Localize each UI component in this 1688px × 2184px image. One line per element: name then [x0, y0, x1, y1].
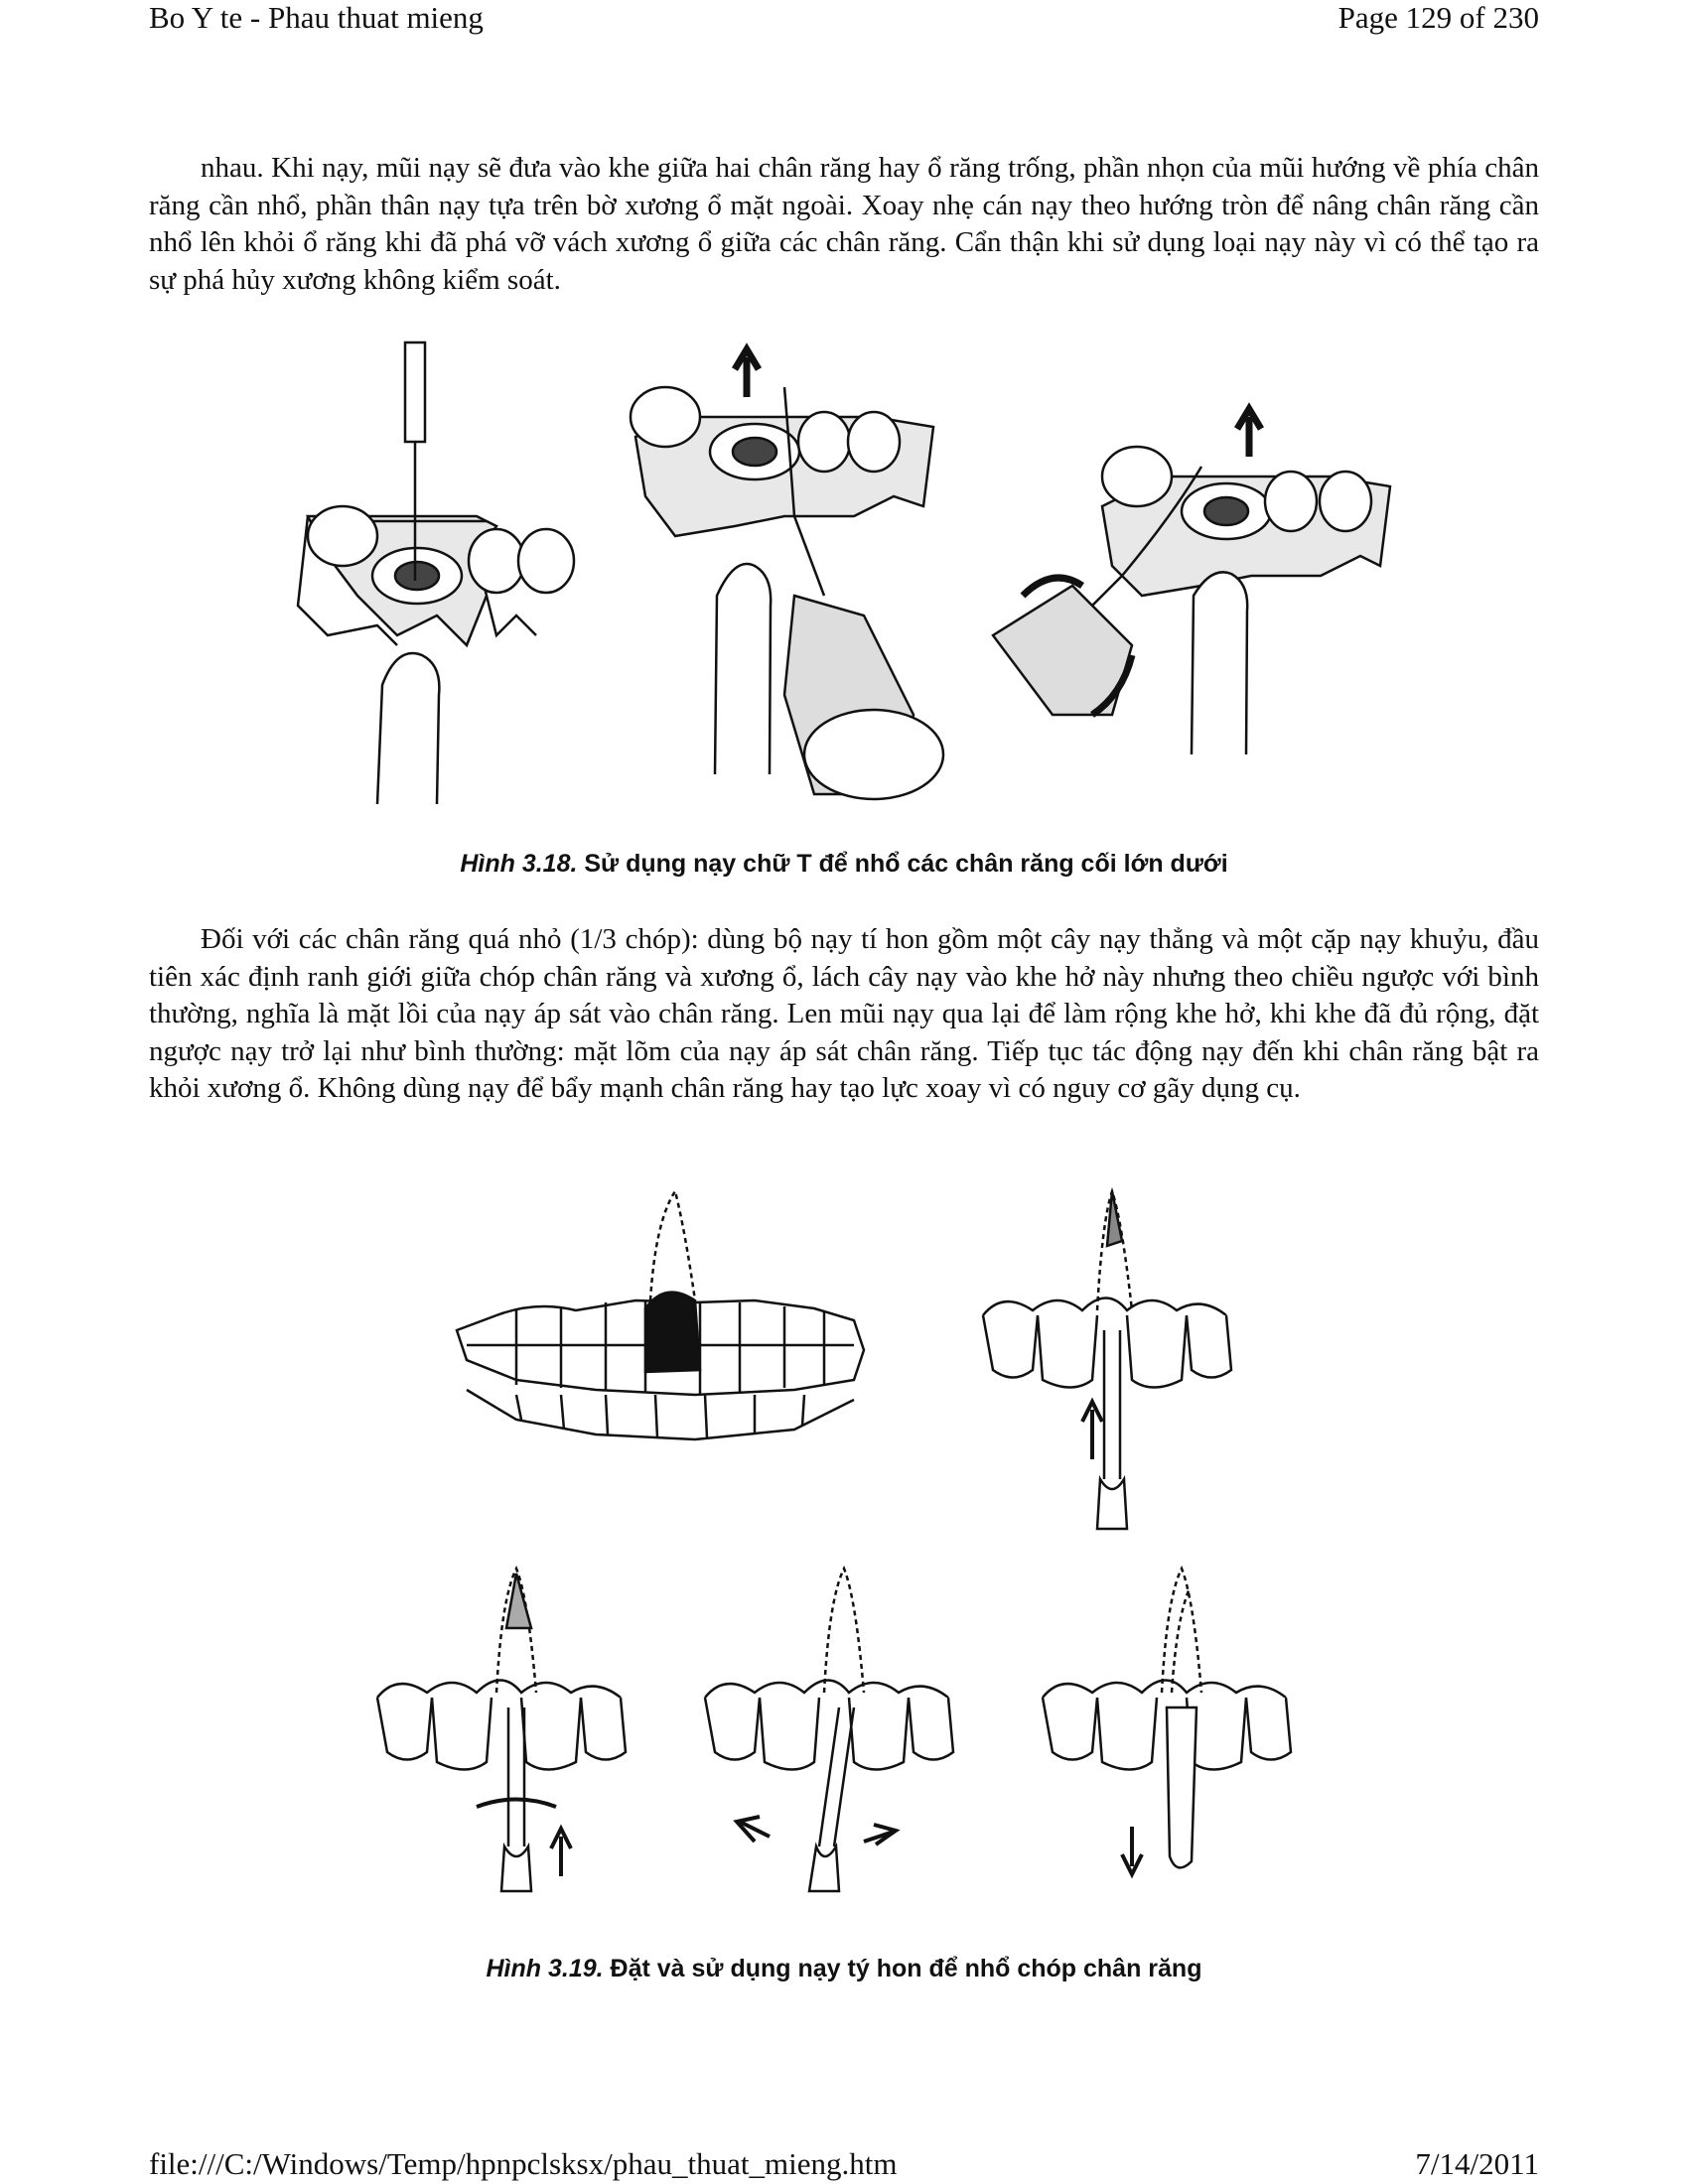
header-title: Bo Y te - Phau thuat mieng [149, 0, 484, 35]
figure-3-19-panel-a [457, 1191, 864, 1439]
figure-3-19-caption [0, 1954, 1688, 1983]
paragraph-1-text: nhau. Khi nạy, mũi nạy sẽ đưa vào khe giữa hai chân răng hay ổ răng trống, phần nhọn của mũi hướng về phía chân răng cần nhổ, phần thân nạy tựa trên bờ xương ổ mặt ngoài. Xoay nhẹ cán nạy theo hướng tròn để nâng chân răng cần nhổ lên khỏi ổ răng khi đã phá vỡ vách xương ổ giữa các chân răng. Cẩn thận khi sử dụng loại nạy này vì có thể tạo ra sự phá hủy xương không kiểm soát. [149, 152, 1539, 296]
footer-date: 7/14/2011 [1415, 2146, 1539, 2181]
figure-3-19-panel-d [705, 1569, 953, 1891]
figure-3-18-number: Hình 3.18. [460, 850, 578, 878]
figure-3-19-panel-b [983, 1191, 1231, 1529]
header-page-number: Page 129 of 230 [1337, 0, 1539, 35]
figure-3-18-caption-text: Sử dụng nạy chữ T để nhổ các chân răng cối lớn dưới [577, 850, 1228, 878]
figure-3-19-number: Hình 3.19. [486, 1955, 604, 1982]
footer-file-path: file:///C:/Windows/Temp/hpnpclsksx/phau_thuat_mieng.htm [149, 2146, 898, 2181]
paragraph-2-text: Đối với các chân răng quá nhỏ (1/3 chóp): dùng bộ nạy tí hon gồm một cây nạy thẳng và một cặp nạy khuỷu, đầu tiên xác định ranh giới giữa chóp chân răng và xương ổ, lách cây nạy vào khe hở này nhưng theo chiều ngược với bình thường, nghĩa là mặt lồi của nạy áp sát vào chân răng. Len mũi nạy qua lại để làm rộng khe hở, khi khe đã đủ rộng, đặt ngược nạy trở lại như bình thường: mặt lõm của nạy áp sát chân răng. Tiếp tục tác động nạy đến khi chân răng bật ra khỏi xương ổ. Không dùng nạy để bẩy mạnh chân răng hay tạo lực xoay vì có nguy cơ gãy dụng cụ. [149, 923, 1539, 1104]
figure-3-19-panel-c [377, 1569, 626, 1891]
figure-3-19-panel-e [1043, 1569, 1291, 1874]
figure-3-19-caption-text: Đặt và sử dụng nạy tý hon để nhổ chóp chân răng [603, 1955, 1202, 1982]
